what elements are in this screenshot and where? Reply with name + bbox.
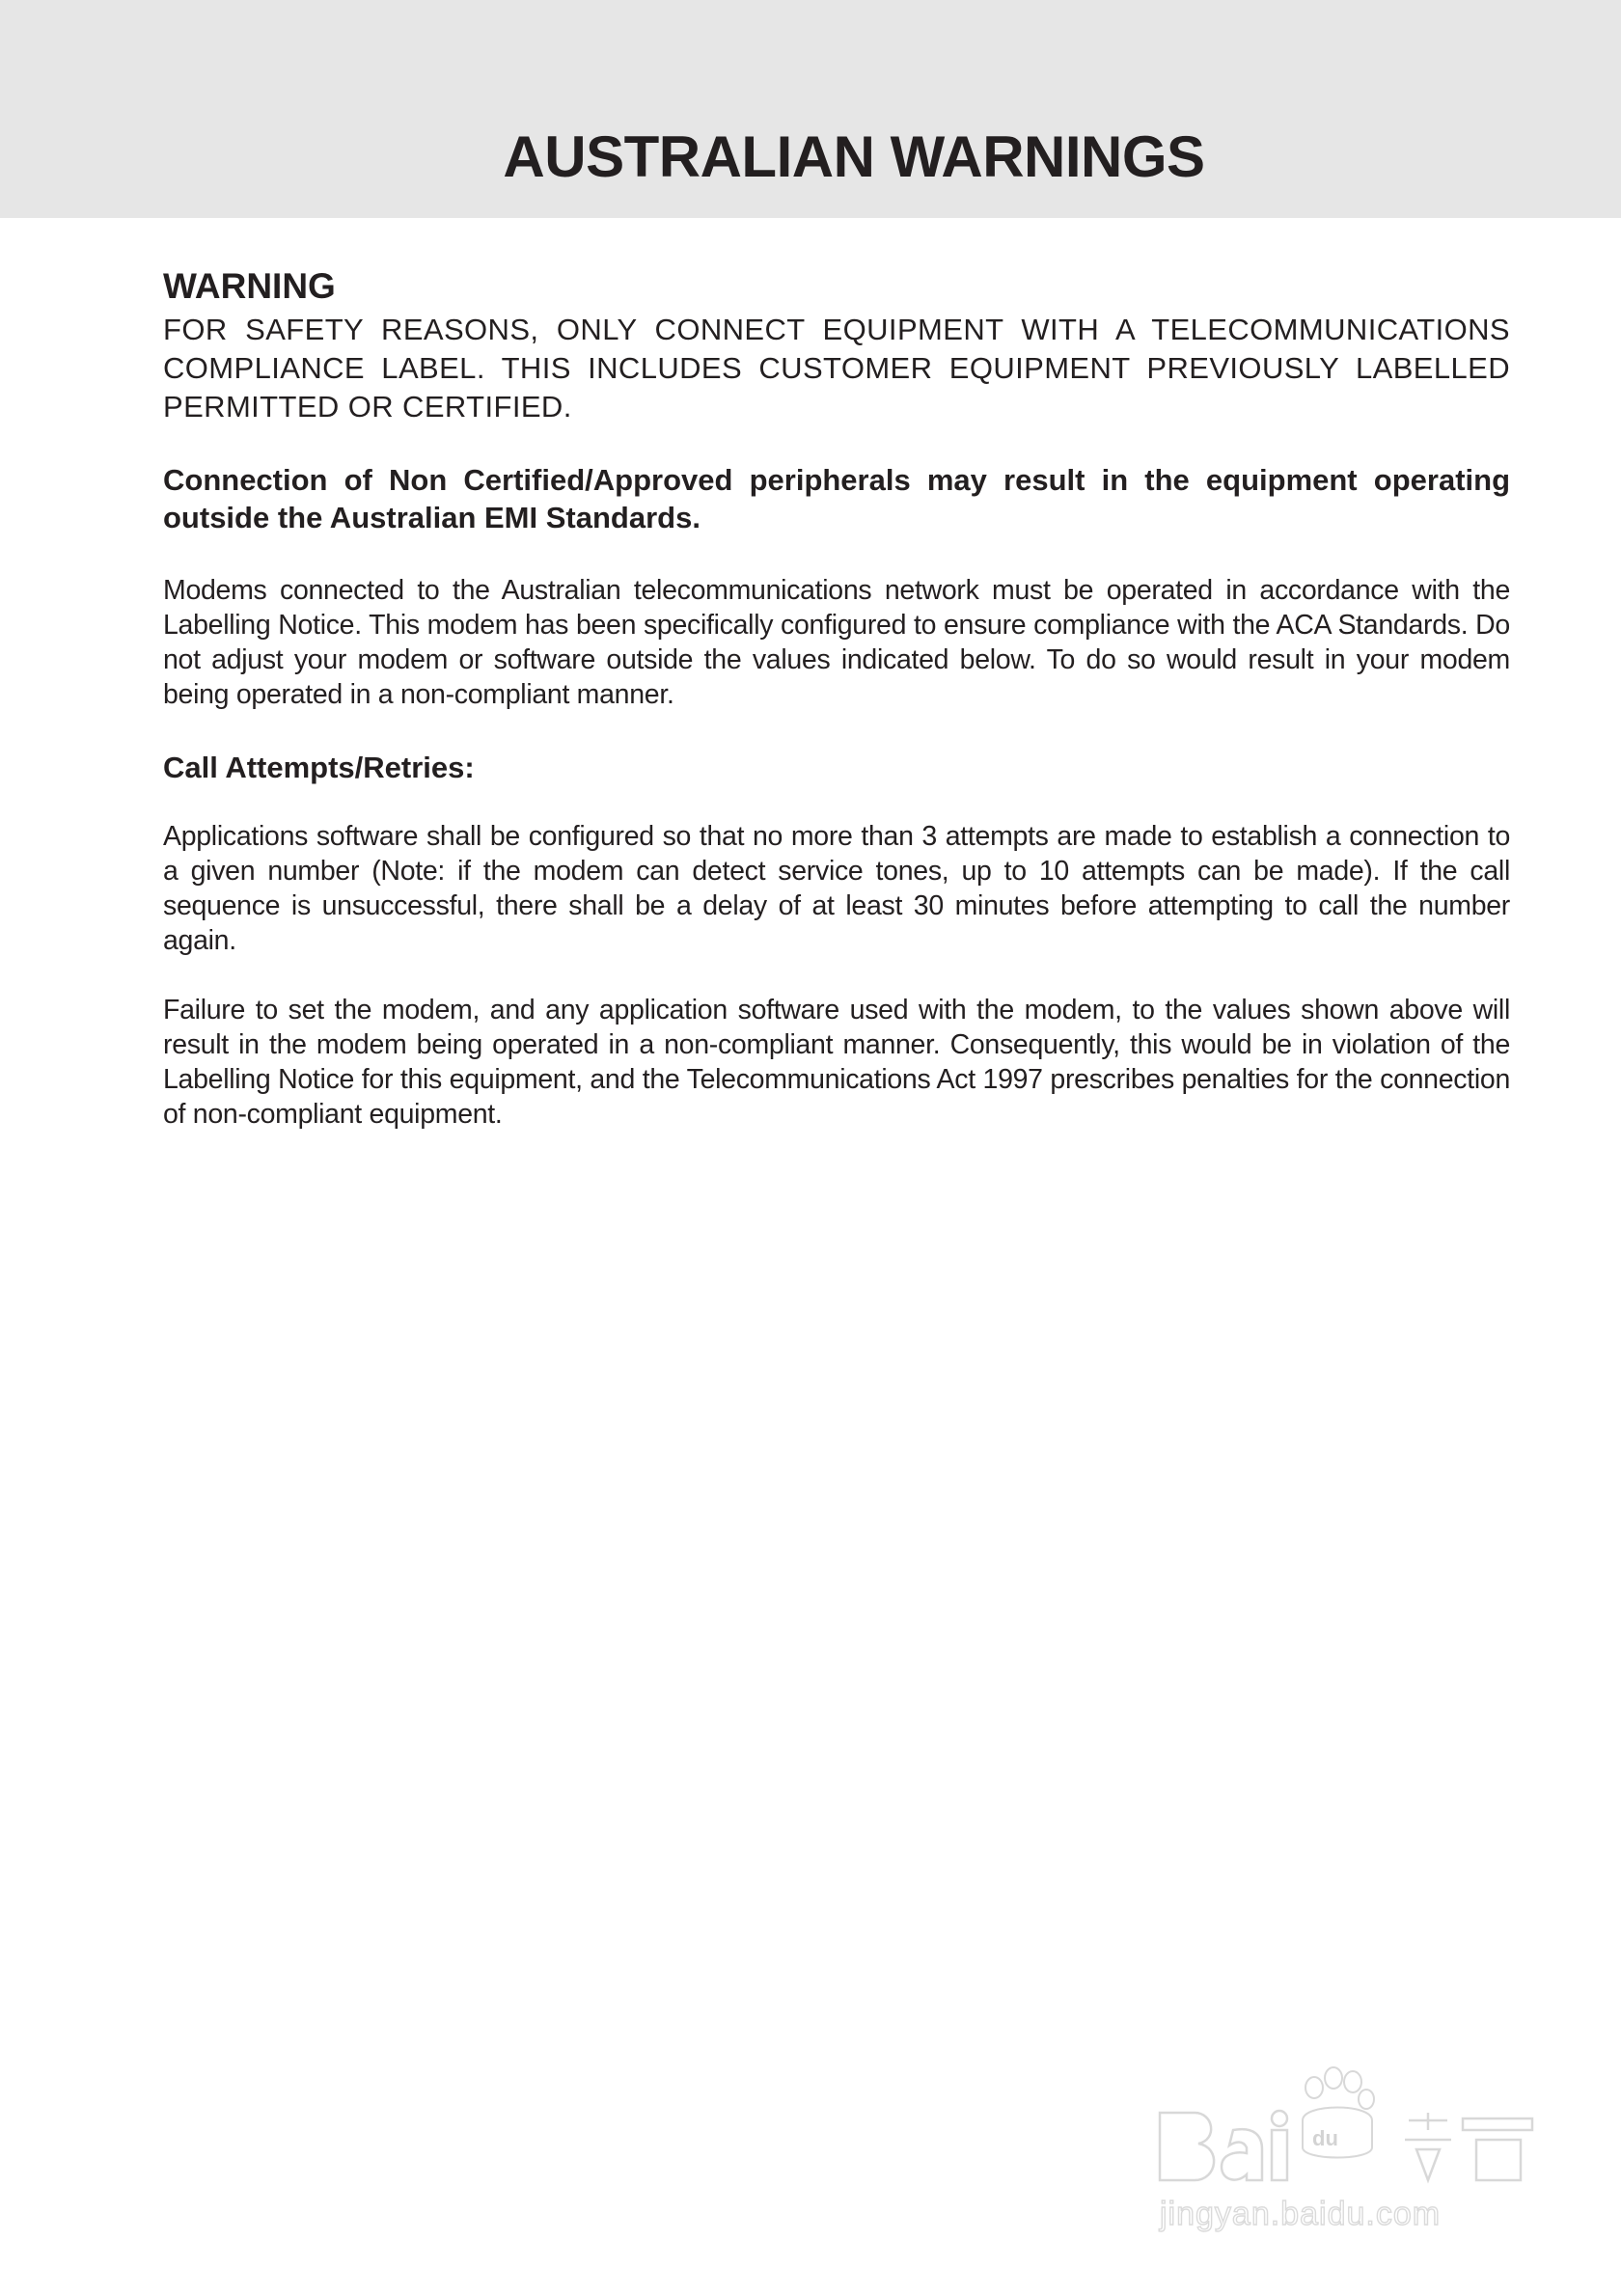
call-attempts-heading: Call Attempts/Retries:: [163, 751, 475, 784]
emi-notice: Connection of Non Certified/Approved peripherals may result in the equipment operating outside the Australian EMI Standards.: [163, 463, 1510, 534]
watermark-url: jingyan.baidu.com: [1160, 2196, 1442, 2232]
svg-text:du: du: [1312, 2126, 1338, 2150]
document-body: [163, 262, 1510, 1132]
failure-paragraph: Failure to set the modem, and any application software used with the modem, to the values shown above will result in the modem being operated in a non-compliant manner. Consequently, this would be in violation of the Labelling Notice for this equipment, and the Telecommunications Act 1997 prescribes penalties for the connection of non-compliant equipment.: [163, 995, 1510, 1130]
baidu-watermark-logo: [1148, 2053, 1544, 2246]
call-attempts-paragraph: Applications software shall be configured so that no more than 3 attempts are made to establish a connection to a given number (Note: if the modem can detect service tones, up to 10 attempts can be made). If the call sequence is unsuccessful, there shall be a delay of at least 30 minutes before attempting to call the number again.: [163, 821, 1510, 956]
page-title: AUSTRALIAN WARNINGS: [503, 124, 1205, 189]
warning-heading: WARNING: [163, 266, 336, 306]
warning-text: FOR SAFETY REASONS, ONLY CONNECT EQUIPMENT WITH A TELECOMMUNICATIONS COMPLIANCE LABEL. THIS INCLUDES CUSTOMER EQUIPMENT PREVIOUSLY LABELLED PERMITTED OR CERTIFIED.: [163, 313, 1510, 424]
modems-paragraph: Modems connected to the Australian telecommunications network must be operated in accordance with the Labelling Notice. This modem has been specifically configured to ensure compliance with the ACA Standards. Do not adjust your modem or software outside the values indicated below. To do so would result in your modem being operated in a non-compliant manner.: [163, 575, 1510, 710]
